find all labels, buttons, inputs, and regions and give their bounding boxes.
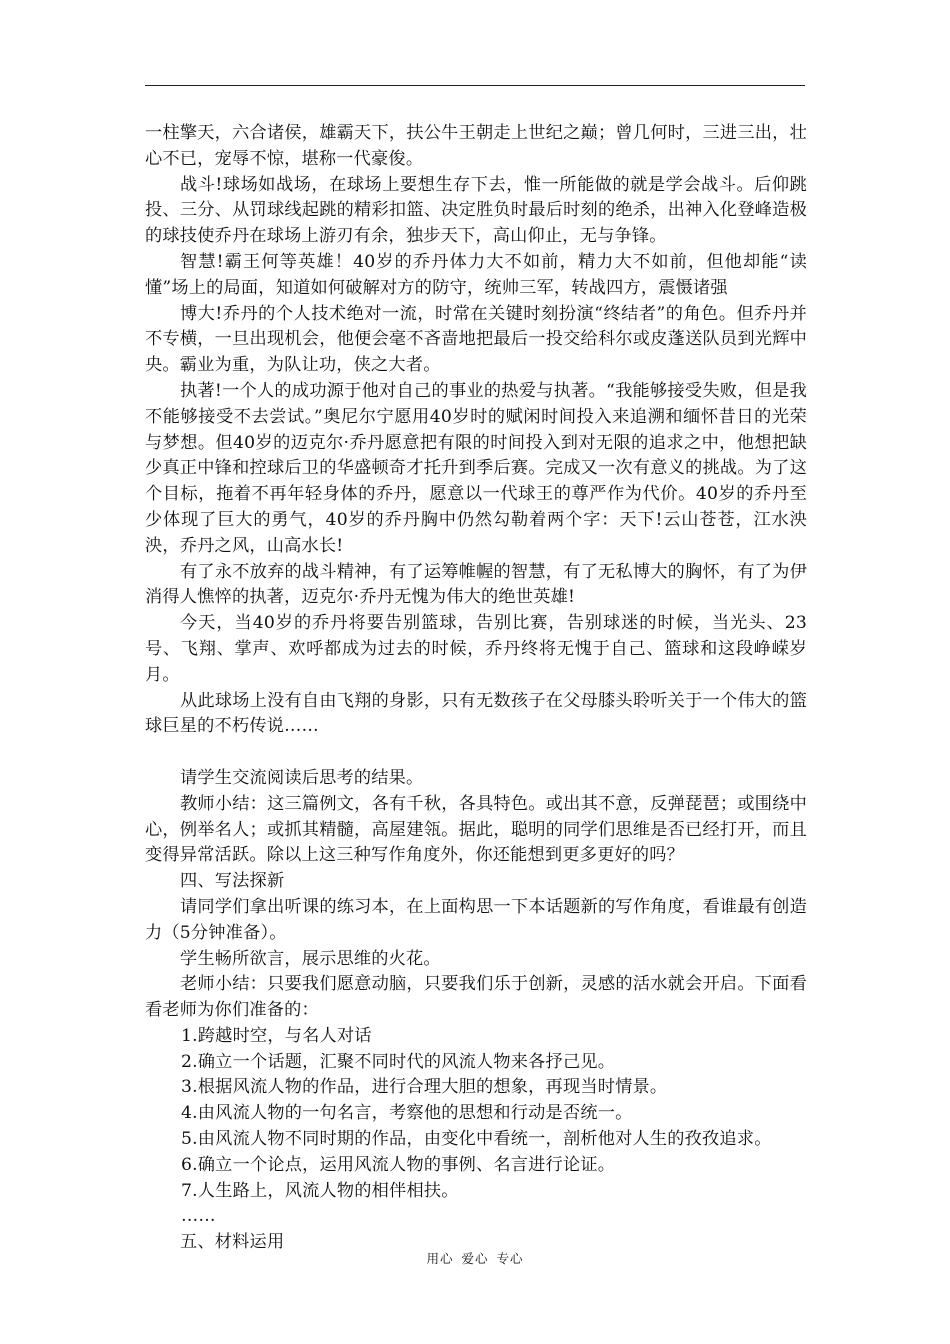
paragraph: 战斗!球场如战场，在球场上要想生存下去，惟一所能做的就是学会战斗。后仰跳投、三分、从罚球线起跳的精彩扣篮、决定胜负时最后时刻的绝杀，出神入化登峰造极的球技使乔丹在球场上游刃有余，独步天下，高山仰止，无与争锋。	[145, 174, 807, 247]
paragraph: 博大!乔丹的个人技术绝对一流，时常在关键时刻扮演“终结者”的角色。但乔丹并不专横，一旦出现机会，他便会毫不吝啬地把最后一投交给科尔或皮蓬送队员到光辉中央。霸业为重，为队让功，侠之大者。	[145, 303, 807, 376]
section-heading: 五、材料运用	[180, 1232, 285, 1253]
paragraph: 请同学们拿出听课的练习本，在上面构思一下本话题新的写作角度，看谁最有创造力（5分钟准备）。	[145, 896, 807, 943]
paragraph: 教师小结：这三篇例文，各有千秋，各具特色。或出其不意，反弹琵琶；或围绕中心，例举名人；或抓其精髓，高屋建瓴。据此，聪明的同学们思维是否已经打开，而且变得异常活跃。除以上这三种写作角度外，你还能想到更多更好的吗？	[145, 793, 807, 866]
blank-line	[145, 740, 807, 766]
list-item: 7.人生路上，风流人物的相伴相扶。	[181, 1180, 459, 1201]
list-item: 6.确立一个论点，运用风流人物的事例、名言进行论证。	[181, 1154, 616, 1175]
paragraph: 一柱擎天，六合诸侯，雄霸天下，扶公牛王朝走上世纪之巅；曾几何时，三进三出，壮心不已，宠辱不惊，堪称一代豪俊。	[145, 123, 807, 169]
paragraph: 有了永不放弃的战斗精神，有了运筹帷幄的智慧，有了无私博大的胸怀，有了为伊消得人憔悴的执著，迈克尔·乔丹无愧为伟大的绝世英雄!	[145, 561, 807, 608]
list-item: 5.由风流人物不同时期的作品，由变化中看统一，剖析他对人生的孜孜追求。	[181, 1129, 772, 1150]
header-rule	[145, 85, 805, 86]
list-item: 3.根据风流人物的作品，进行合理大胆的想象，再现当时情景。	[181, 1077, 668, 1098]
list-item: 4.由风流人物的一句名言，考察他的思想和行动是否统一。	[181, 1103, 633, 1124]
list-item: 2.确立一个话题，汇聚不同时代的风流人物来各抒己见。	[181, 1051, 616, 1072]
paragraph: 智慧!霸王何等英雄！40岁的乔丹体力大不如前，精力大不如前，但他却能“读懂”场上的局面，知道如何破解对方的防守，统帅三军，转战四方，震慑诸强	[145, 251, 807, 298]
paragraph: 执著!一个人的成功源于他对自己的事业的热爱与执著。“我能够接受失败，但是我不能够接受不去尝试。”奥尼尔宁愿用40岁时的赋闲时间投入来追溯和缅怀昔日的光荣与梦想。但40岁的迈克尔·乔丹愿意把有限的时间投入到对无限的追求之中，他想把缺少真正中锋和控球后卫的华盛顿奇才托升到季后赛。完成又一次有意义的挑战。为了这个目标，拖着不再年轻身体的乔丹，愿意以一代球王的尊严作为代价。40岁的乔丹至少体现了巨大的勇气，40岁的乔丹胸中仍然勾勒着两个字：天下!云山苍苍，江水泱泱，乔丹之风，山高水长!	[145, 380, 807, 556]
section-heading: 四、写法探新	[180, 871, 285, 892]
page-footer: 用心 爱心 专心	[426, 1251, 524, 1266]
list-item: 1.跨越时空，与名人对话	[181, 1025, 372, 1046]
document-body	[145, 121, 807, 1256]
paragraph: 从此球场上没有自由飞翔的身影，只有无数孩子在父母膝头聆听关于一个伟大的篮球巨星的不朽传说……	[145, 690, 807, 737]
paragraph: 请学生交流阅读后思考的结果。	[180, 767, 424, 788]
list-item: ……	[181, 1206, 216, 1227]
paragraph: 学生畅所欲言，展示思维的火花。	[180, 948, 441, 969]
paragraph: 今天，当40岁的乔丹将要告别篮球，告别比赛，告别球迷的时候，当光头、23号、飞翔、掌声、欢呼都成为过去的时候，乔丹终将无愧于自己、篮球和这段峥嵘岁月。	[145, 613, 807, 685]
paragraph: 老师小结：只要我们愿意动脑，只要我们乐于创新，灵感的活水就会开启。下面看看老师为你们准备的：	[145, 974, 807, 1021]
